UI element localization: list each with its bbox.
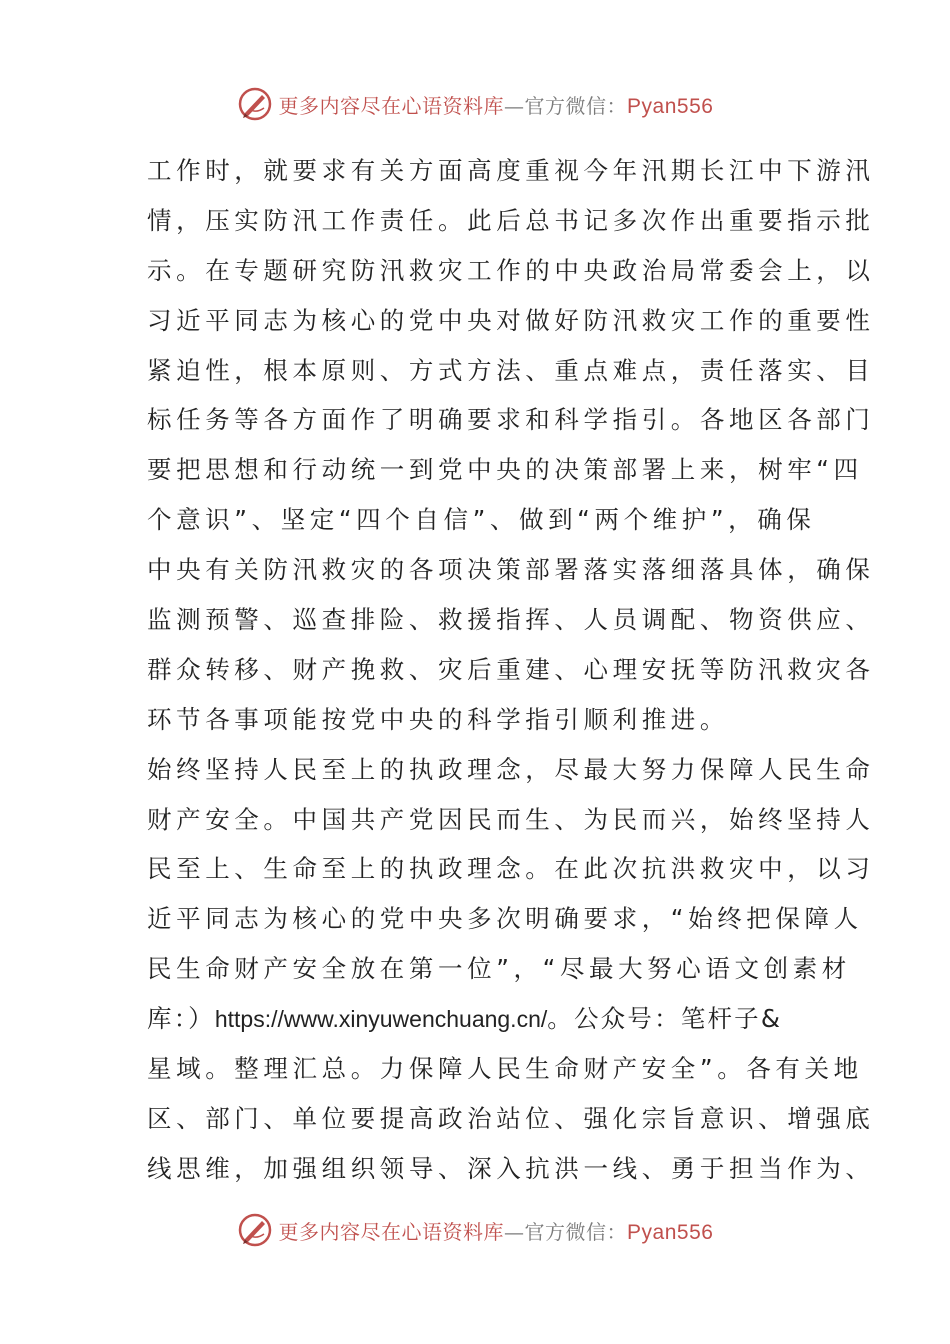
body-line: 群众转移、财产挽救、灾后重建、心理安抚等防汛救灾各 bbox=[147, 654, 875, 684]
footer-watermark-main: 更多内容尽在心语资料库 bbox=[278, 1219, 505, 1244]
footer-watermark-id: Pyan556 bbox=[627, 1220, 714, 1244]
source-url-link[interactable]: https://www.xinyuwenchuang.cn/ bbox=[214, 1006, 548, 1033]
body-line: 近平同志为核心的党中央多次明确要求，“始终把保障人 bbox=[147, 904, 863, 934]
body-line: 始终坚持人民至上的执政理念，尽最大努力保障人民生命 bbox=[147, 754, 875, 784]
header-watermark-text bbox=[279, 90, 714, 119]
body-line: 个意识”、坚定“四个自信”、做到“两个维护”，确保 bbox=[147, 505, 816, 535]
body-line: 民生命财产安全放在第一位”，“尽最大努心语文创素材 bbox=[147, 954, 851, 984]
footer-watermark-dash: —官方微信： bbox=[504, 1219, 628, 1244]
footer-watermark-banner bbox=[0, 1210, 950, 1250]
url-line-suffix: 。公众号：笔杆子& bbox=[547, 1004, 783, 1034]
header-watermark-banner bbox=[0, 84, 950, 124]
body-line: 情，压实防汛工作责任。此后总书记多次作出重要指示批 bbox=[147, 205, 875, 235]
pen-logo-icon bbox=[237, 86, 273, 122]
body-line: 工作时，就要求有关方面高度重视今年汛期长江中下游汛 bbox=[147, 156, 875, 185]
body-line: 标任务等各方面作了明确要求和科学指引。各地区各部门 bbox=[147, 405, 875, 435]
header-watermark-id: Pyan556 bbox=[627, 94, 714, 118]
url-line-prefix: 库：） bbox=[147, 1004, 215, 1034]
body-line: 财产安全。中国共产党因民而生、为民而兴，始终坚持人 bbox=[147, 804, 875, 834]
body-line: 习近平同志为核心的党中央对做好防汛救灾工作的重要性 bbox=[147, 305, 875, 335]
footer-watermark-text bbox=[279, 1216, 714, 1245]
body-line: 要把思想和行动统一到党中央的决策部署上来，树牢“四 bbox=[147, 455, 863, 485]
body-line: 星域。整理汇总。力保障人民生命财产安全”。各有关地 bbox=[147, 1054, 863, 1084]
body-line: 民至上、生命至上的执政理念。在此次抗洪救灾中，以习 bbox=[147, 854, 875, 884]
body-line: 紧迫性，根本原则、方式方法、重点难点，责任落实、目 bbox=[147, 355, 875, 385]
body-line: 中央有关防汛救灾的各项决策部署落实落细落具体，确保 bbox=[147, 555, 875, 585]
header-watermark-main: 更多内容尽在心语资料库 bbox=[278, 93, 505, 118]
header-watermark-dash: —官方微信： bbox=[504, 93, 628, 118]
document-body bbox=[147, 146, 875, 1194]
body-line: 监测预警、巡查排险、救援指挥、人员调配、物资供应、 bbox=[147, 605, 875, 635]
body-line: 线思维，加强组织领导、深入抗洪一线、勇于担当作为、 bbox=[147, 1153, 875, 1183]
body-line: 区、部门、单位要提高政治站位、强化宗旨意识、增强底 bbox=[147, 1103, 875, 1133]
body-line-url bbox=[147, 994, 817, 1044]
body-line: 示。在专题研究防汛救灾工作的中央政治局常委会上，以 bbox=[147, 255, 875, 285]
body-line: 环节各事项能按党中央的科学指引顺利推进。 bbox=[147, 704, 729, 734]
pen-logo-icon bbox=[237, 1212, 273, 1248]
